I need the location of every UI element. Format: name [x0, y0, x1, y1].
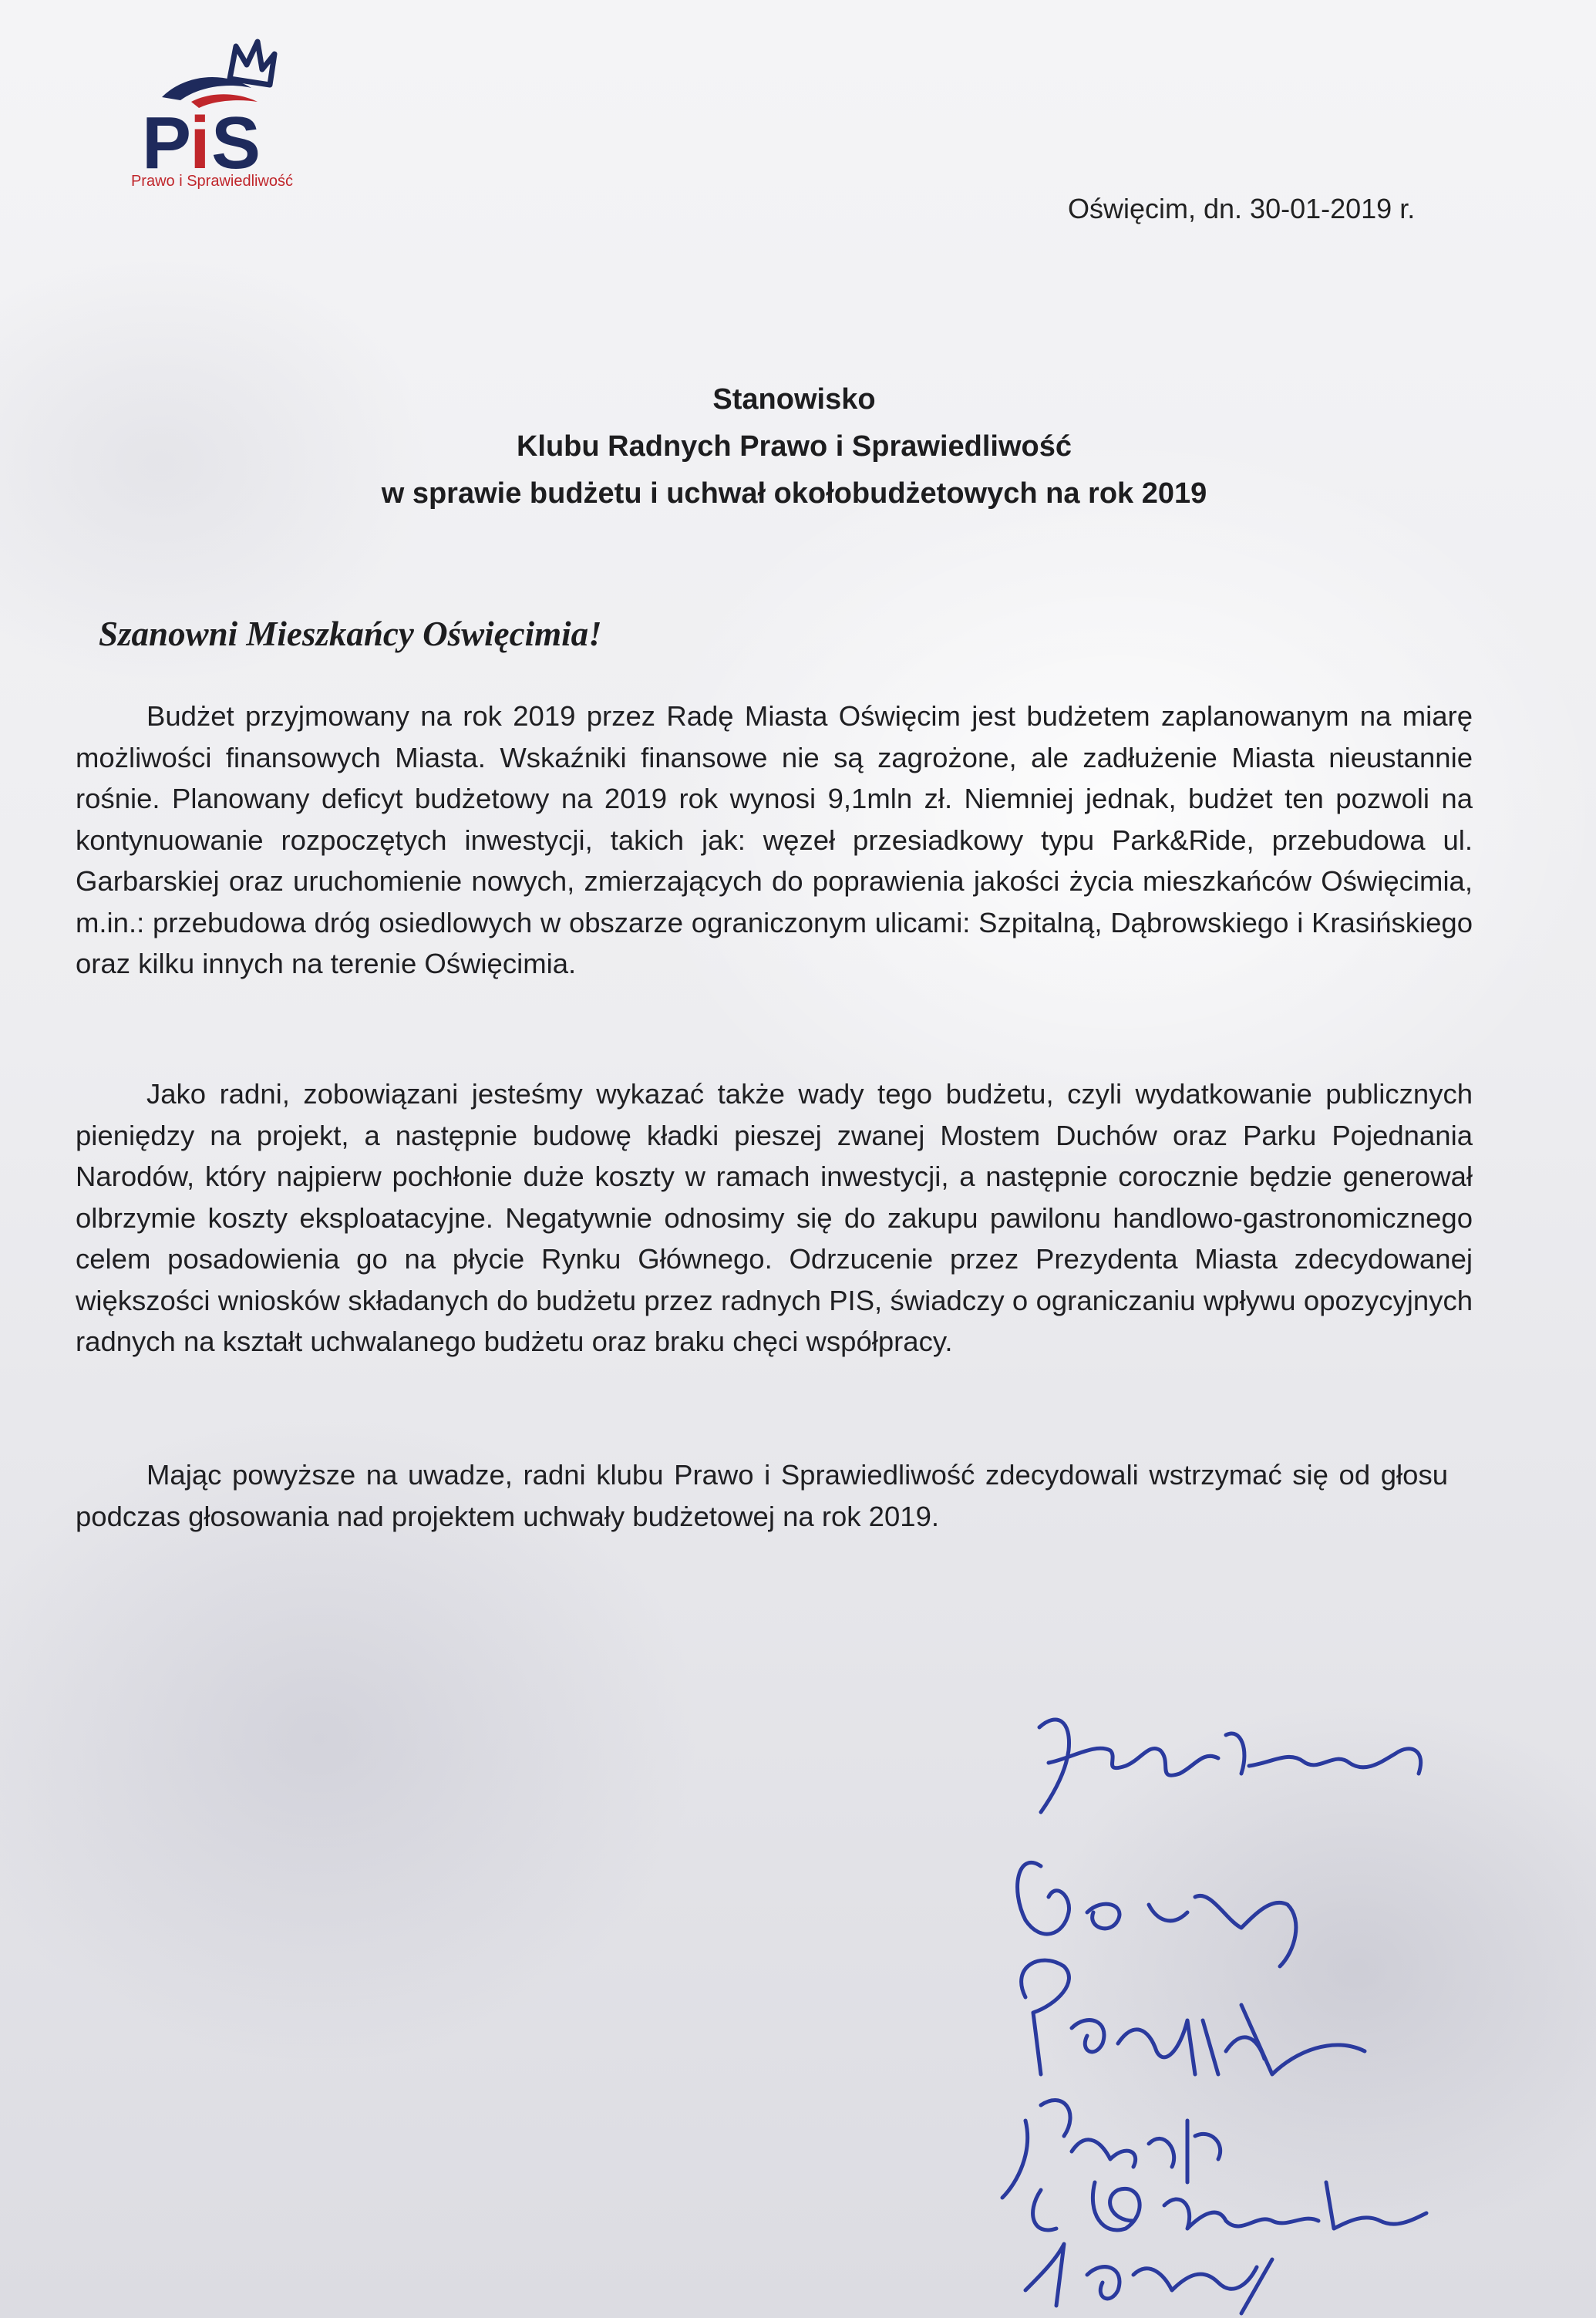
pis-logo-icon — [116, 31, 316, 177]
logo-subtitle: Prawo i Sprawiedliwość — [130, 173, 294, 190]
signature-6 — [1025, 2244, 1272, 2313]
signature-2 — [1018, 1862, 1296, 1966]
svg-text:P: P — [142, 102, 192, 177]
document-heading — [154, 376, 1434, 517]
signature-4 — [1002, 2101, 1221, 2198]
signature-3 — [1022, 1960, 1365, 2074]
paragraph-1: Budżet przyjmowany na rok 2019 przez Radę Miasta Oświęcim jest budżetem zaplanowanym na miarę możliwości finansowych Miasta. Wskaźniki finansowe nie są zagrożone, ale zadłużenie Miasta nieustannie rośnie. Planowany deficyt budżetowy na 2019 rok wynosi 9,1mln zł. Niemniej jednak, budżet ten pozwoli na kontynuowanie rozpoczętych inwestycji, takich jak: węzeł przesiadkowy typu Park&Ride, przebudowa ul. Garbarskiej oraz uruchomienie nowych, zmierzających do poprawienia jakości życia mieszkańców Oświęcimia, m.in.: przebudowa dróg osiedlowych w obszarze ograniczonym ulicami: Szpitalną, Dąbrowskiego i Krasińskiego oraz kilku innych na terenie Oświęcimia. — [76, 700, 1473, 979]
svg-text:i: i — [190, 102, 210, 177]
heading-line-3: w sprawie budżetu i uchwał okołobudżetowych na rok 2019 — [381, 477, 1207, 510]
party-logo — [116, 31, 316, 208]
signature-1 — [1039, 1720, 1421, 1812]
signatures-block — [995, 1689, 1473, 2318]
heading-line-1: Stanowisko — [712, 383, 876, 416]
heading-line-2: Klubu Radnych Prawo i Sprawiedliwość — [516, 430, 1072, 463]
salutation: Szanowni Mieszkańcy Oświęcimia! — [99, 615, 602, 653]
document-date: Oświęcim, dn. 30-01-2019 r. — [1068, 193, 1416, 224]
signature-5 — [1033, 2182, 1426, 2230]
svg-text:S: S — [211, 102, 261, 177]
paragraph-3: Mając powyższe na uwadze, radni klubu Prawo i Sprawiedliwość zdecydowali wstrzymać się od głosu podczas głosowania nad projektem uchwały budżetowej na rok 2019. — [76, 1459, 1448, 1532]
paragraph-2: Jako radni, zobowiązani jesteśmy wykazać także wady tego budżetu, czyli wydatkowanie publicznych pieniędzy na projekt, a następnie budowę kładki pieszej zwanej Mostem Duchów oraz Parku Pojednania Narodów, który najpierw pochłonie duże koszty w ramach inwestycji, a następnie corocznie będzie generował olbrzymie koszty eksploatacyjne. Negatywnie odnosimy się do zakupu pawilonu handlowo-gastronomicznego celem posadowienia go na płycie Rynku Głównego. Odrzucenie przez Prezydenta Miasta zdecydowanej większości wniosków składanych do budżetu przez radnych PIS, świadczy o ograniczaniu wpływu opozycyjnych radnych na kształt uchwalanego budżetu oraz braku chęci współpracy. — [76, 1078, 1473, 1357]
